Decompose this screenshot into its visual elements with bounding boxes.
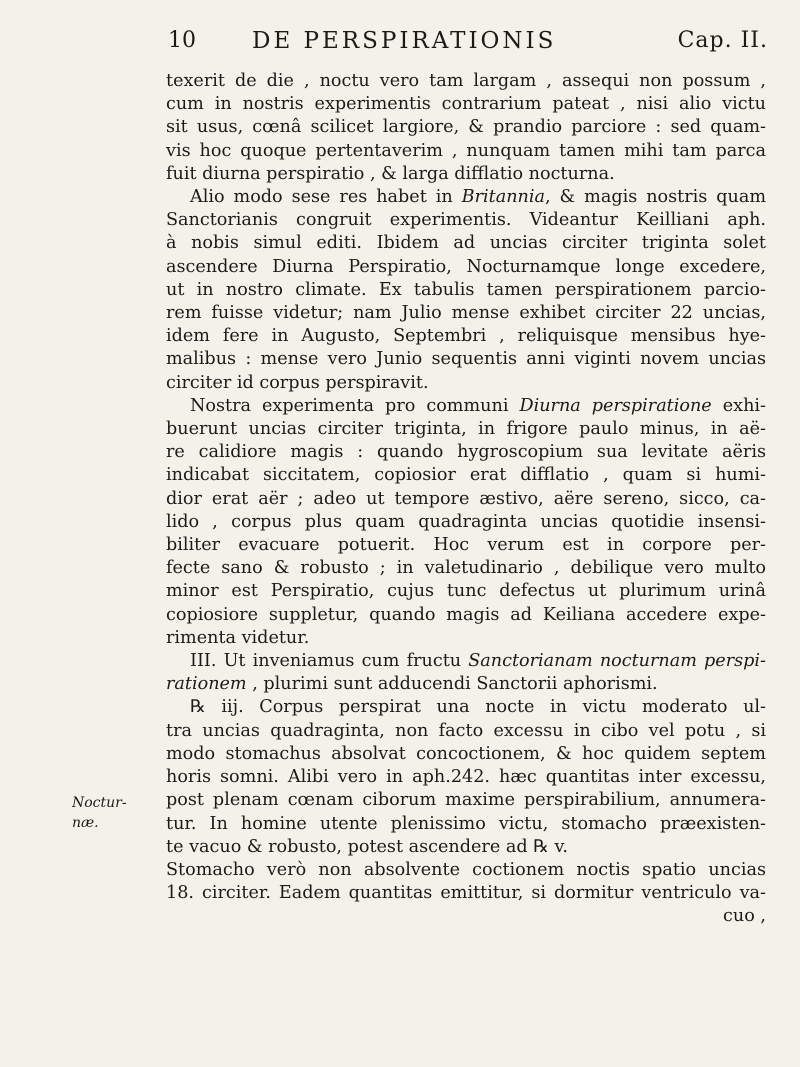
text-line: ascendere Diurna Perspiratio, Nocturnamque longe excedere, — [166, 256, 766, 277]
text-line: horis somni. Alibi vero in aph.242. hæc quantitas inter excessu, — [166, 767, 766, 788]
text-line: Alio modo sese res habet in Britannia, & magis nostris quam — [190, 187, 766, 208]
margin-note-line: Noctur- — [72, 795, 127, 811]
text-line: tra uncias quadraginta, non facto excessu in cibo vel potu , si — [166, 720, 766, 741]
text-line: post plenam cœnam ciborum maxime perspirabilium, annumera- — [166, 790, 766, 811]
text-line: fuit diurna perspiratio , & larga difflatio nocturna. — [166, 163, 615, 184]
text-line: texerit de die , noctu vero tam largam , assequi non possum , — [166, 71, 766, 91]
text-line: lido , corpus plus quam quadraginta uncias quotidie insensi- — [166, 511, 766, 532]
text-line: dior erat aër ; adeo ut tempore æstivo, aëre sereno, sicco, ca- — [166, 488, 766, 509]
text-line: à nobis simul editi. Ibidem ad uncias circiter triginta solet — [166, 233, 766, 254]
text-line: rimenta videtur. — [166, 627, 310, 648]
text-line: Stomacho verò non absolvente coctionem noctis spatio uncias — [166, 859, 766, 880]
margin-note — [72, 793, 132, 833]
text-line: copiosiore suppletur, quando magis ad Keiliana accedere expe- — [166, 604, 766, 625]
text-line: idem fere in Augusto, Septembri , reliquisque mensibus hye- — [166, 326, 766, 347]
text-line: rationem , plurimi sunt adducendi Sanctorii aphorismi. — [166, 674, 658, 695]
body-text — [166, 70, 766, 929]
text-line: malibus : mense vero Junio sequentis anni viginti novem uncias — [166, 349, 766, 370]
page-number: 10 — [168, 28, 196, 53]
text-line: III. Ut inveniamus cum fructu Sanctorianam nocturnam perspi- — [190, 651, 766, 672]
page-header — [168, 28, 768, 62]
text-line: indicabat siccitatem, copiosior erat difflatio , quam si humi- — [166, 465, 766, 486]
text-line: cuo , — [723, 906, 766, 927]
text-line: tur. In homine utente plenissimo victu, stomacho præexisten- — [166, 813, 766, 834]
text-line: vis hoc quoque pertentaverim , nunquam tamen mihi tam parca — [166, 140, 766, 161]
text-line: 18. circiter. Eadem quantitas emittitur, si dormitur ventriculo va- — [166, 883, 766, 904]
text-line: rem fuisse videtur; nam Julio mense exhibet circiter 22 uncias, — [166, 303, 766, 324]
text-line: ℞ iij. Corpus perspirat una nocte in victu moderato ul- — [190, 697, 766, 718]
text-line: cum in nostris experimentis contrarium pateat , nisi alio victu — [166, 94, 766, 115]
text-line: fecte sano & robusto ; in valetudinario , debilique vero multo — [166, 558, 766, 579]
text-line: re calidiore magis : quando hygroscopium sua levitate aëris — [166, 442, 766, 463]
chapter-label: Cap. II. — [677, 28, 768, 53]
text-line: te vacuo & robusto, potest ascendere ad ℞ v. — [166, 836, 568, 857]
text-line: ut in nostro climate. Ex tabulis tamen perspirationem parcio- — [166, 279, 766, 300]
text-line: modo stomachus absolvat concoctionem, & hoc quidem septem — [166, 743, 766, 764]
text-line: biliter evacuare potuerit. Hoc verum est in corpore per- — [166, 535, 766, 556]
text-line: Nostra experimenta pro communi Diurna perspiratione exhi- — [190, 395, 766, 416]
text-line: sit usus, cœnâ scilicet largiore, & prandio parciore : sed quam- — [166, 117, 766, 138]
text-line: Sanctorianis congruit experimentis. Videantur Keilliani aph. — [166, 210, 766, 231]
text-line: buerunt uncias circiter triginta, in frigore paulo minus, in aë- — [166, 419, 766, 440]
text-line: circiter id corpus perspiravit. — [166, 372, 429, 393]
running-title: DE PERSPIRATIONIS — [252, 28, 557, 54]
margin-note-line: næ. — [72, 815, 99, 831]
text-line: minor est Perspiratio, cujus tunc defectus ut plurimum urinâ — [166, 581, 766, 602]
